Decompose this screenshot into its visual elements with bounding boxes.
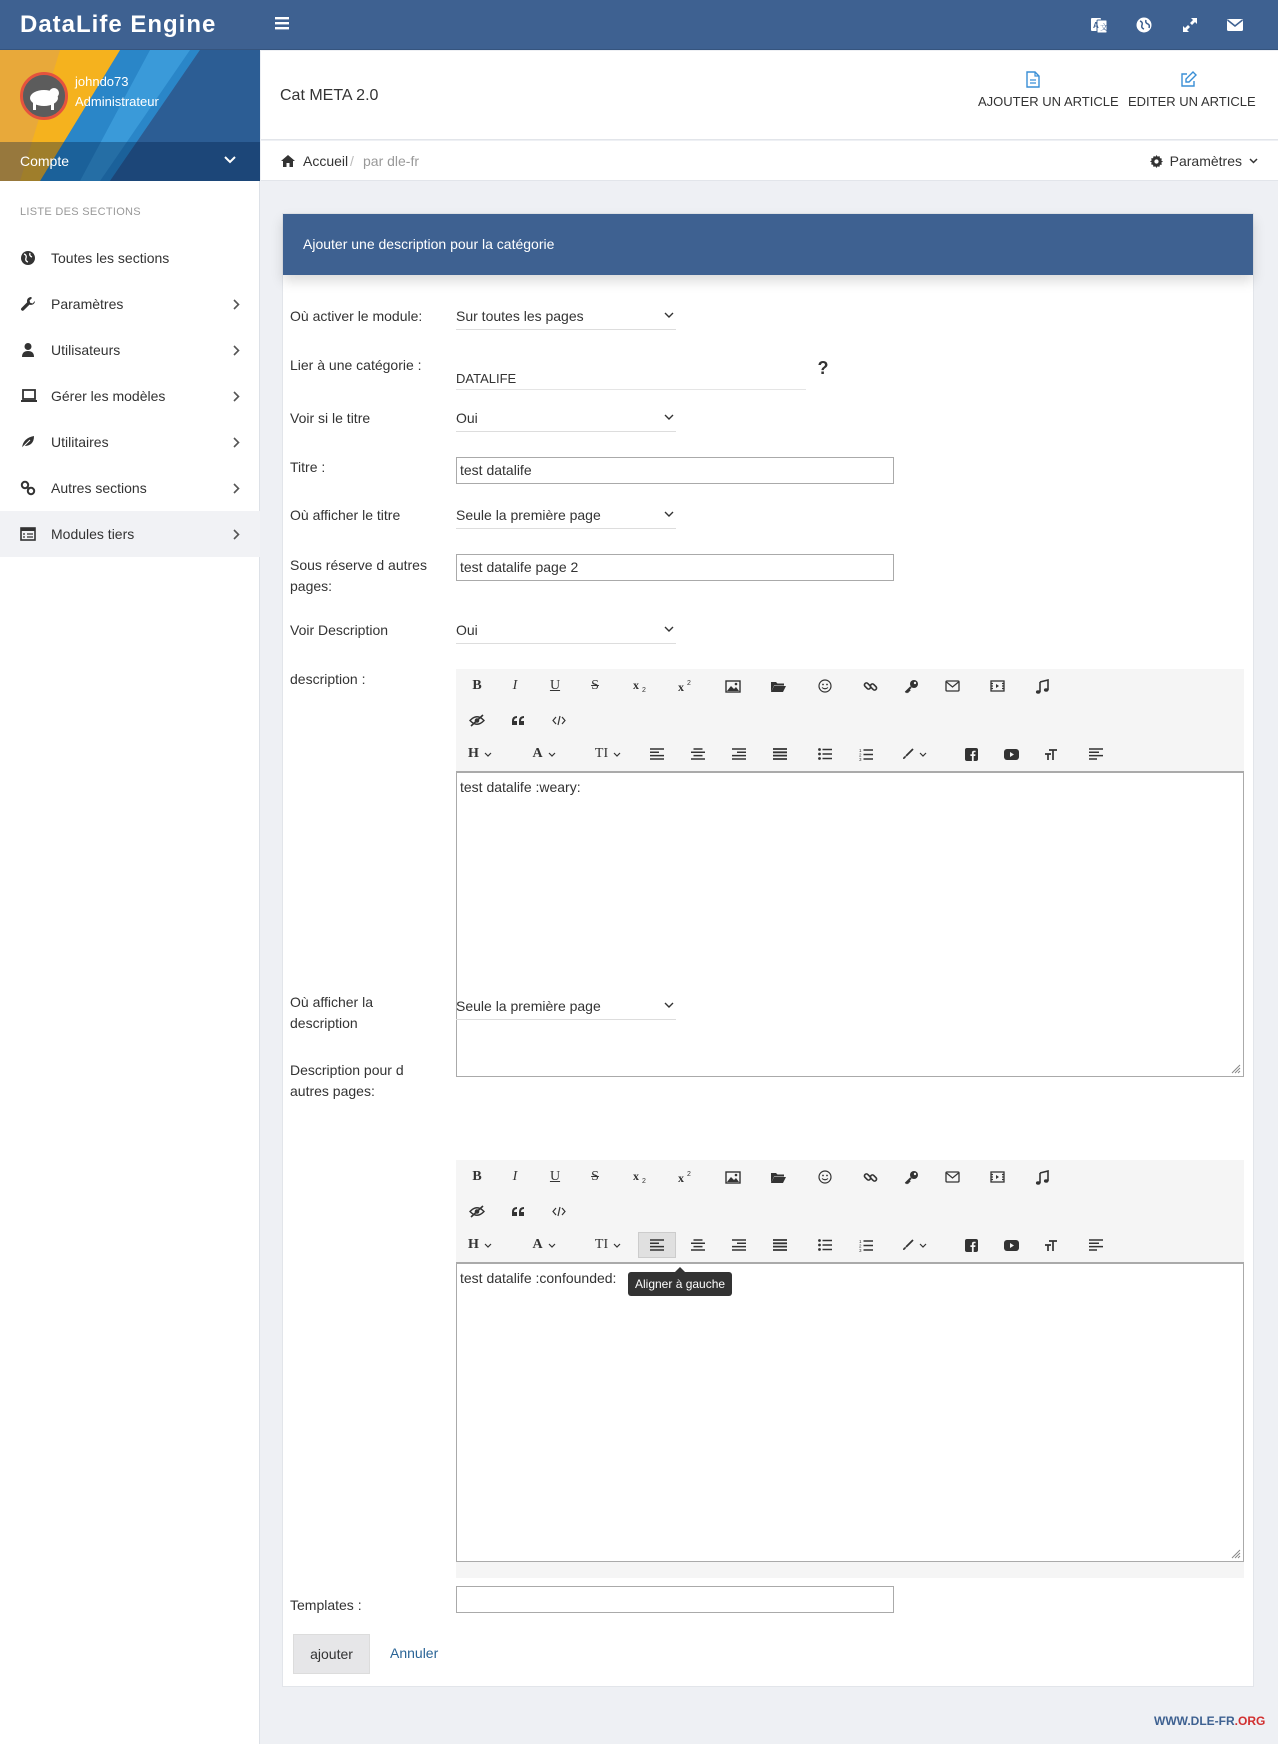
font-label: A — [532, 1237, 543, 1252]
description-label: description : — [290, 671, 366, 687]
sidebar-item-label: Toutes les sections — [51, 250, 170, 266]
user-icon — [20, 342, 36, 358]
align-center-icon[interactable] — [679, 1232, 717, 1258]
breadcrumb-current: par dle-fr — [363, 153, 420, 169]
edit-article-label: EDITER UN ARTICLE — [1128, 94, 1256, 109]
templates-input[interactable] — [456, 1586, 894, 1613]
show-description-select[interactable] — [456, 616, 676, 644]
sidebar-item-templates[interactable] — [0, 373, 260, 419]
sidebar-item-settings[interactable] — [0, 281, 260, 327]
brush-icon — [902, 1239, 914, 1251]
chevron-down-icon — [664, 626, 674, 632]
activate-module-select[interactable] — [456, 302, 676, 330]
hide-icon[interactable] — [458, 707, 496, 733]
description-where-select[interactable] — [456, 992, 676, 1020]
svg-text:x: x — [633, 1170, 639, 1183]
title-label: Titre : — [290, 459, 326, 475]
resize-handle-icon[interactable] — [1230, 1063, 1241, 1074]
sidebar-item-label: Modules tiers — [51, 526, 135, 542]
breadcrumb — [261, 141, 1278, 181]
sidebar — [0, 50, 260, 1744]
color-dropdown[interactable] — [892, 1232, 936, 1258]
font-label: A — [532, 746, 543, 761]
gear-icon — [1150, 155, 1163, 168]
sidebar-item-label: Paramètres — [51, 296, 124, 312]
chevron-down-icon — [664, 312, 674, 318]
panel-header — [283, 214, 1253, 275]
fullscreen-icon[interactable] — [1181, 16, 1199, 34]
facebook-icon[interactable] — [952, 1232, 990, 1258]
svg-text:x: x — [678, 680, 684, 693]
chevron-down-icon — [664, 511, 674, 517]
breadcrumb-home-label: Accueil — [303, 153, 349, 169]
sidebar-item-users[interactable] — [0, 327, 260, 373]
templates-label: Templates : — [290, 1597, 362, 1613]
subscript-icon[interactable] — [622, 673, 660, 699]
heading-label: H — [468, 1237, 479, 1252]
select-value: Seule la première page — [456, 507, 601, 523]
sidebar-item-label: Utilisateurs — [51, 342, 121, 358]
settings-dropdown[interactable] — [1150, 153, 1258, 169]
other-pages-title-input[interactable]: test datalife page 2 — [456, 554, 894, 581]
chevron-right-icon — [233, 483, 240, 494]
select-value: Oui — [456, 622, 478, 638]
sidebar-item-other-sections[interactable] — [0, 465, 260, 511]
select-value: Sur toutes les pages — [456, 308, 584, 324]
title-where-label: Où afficher le titre — [290, 507, 401, 523]
list-icon — [20, 526, 36, 542]
numbered-list-icon[interactable] — [847, 1232, 885, 1258]
description-other-pages-editor — [456, 1160, 1244, 1578]
other-pages-title-label: Sous réserve d autres pages: — [290, 557, 427, 594]
align-justify-icon[interactable] — [761, 1232, 799, 1258]
category-select[interactable] — [456, 360, 806, 390]
edit-icon — [1128, 71, 1248, 88]
globe-icon[interactable] — [1135, 16, 1153, 34]
svg-text:2: 2 — [859, 752, 862, 757]
chevron-right-icon — [233, 529, 240, 540]
panel-title: Ajouter une description pour la catégorie — [303, 236, 555, 252]
svg-text:2: 2 — [642, 687, 646, 693]
svg-text:x: x — [678, 1171, 684, 1184]
svg-text:2: 2 — [859, 1243, 862, 1248]
svg-text:2: 2 — [687, 1171, 691, 1178]
sidebar-item-label: Autres sections — [51, 480, 147, 496]
editor-toolbar-row — [456, 1228, 1244, 1262]
description-text: test datalife :weary: — [460, 779, 581, 795]
user-profile — [0, 50, 260, 181]
chevron-right-icon — [233, 299, 240, 310]
edit-article-button[interactable] — [1128, 71, 1256, 109]
italic-button[interactable]: I — [512, 1169, 518, 1184]
font-size-dropdown[interactable] — [586, 741, 630, 767]
numbered-list-icon[interactable] — [847, 741, 885, 767]
smiley-icon[interactable] — [806, 1164, 844, 1190]
leaf-icon — [20, 434, 36, 450]
music-icon[interactable] — [1023, 673, 1061, 699]
svg-text:2: 2 — [642, 1178, 646, 1184]
text-size-icon[interactable] — [1032, 1232, 1070, 1258]
folder-icon[interactable] — [759, 673, 797, 699]
globe-icon — [20, 250, 36, 266]
home-icon — [281, 155, 295, 167]
account-dropdown[interactable] — [0, 142, 260, 181]
cancel-link[interactable]: Annuler — [390, 1645, 439, 1661]
svg-text:2: 2 — [687, 680, 691, 687]
bullet-list-icon[interactable] — [806, 741, 844, 767]
chevron-down-icon — [664, 414, 674, 420]
sidebar-item-label: Gérer les modèles — [51, 388, 166, 404]
wrench-icon — [20, 296, 36, 312]
align-justify-icon[interactable] — [761, 741, 799, 767]
submit-button[interactable]: ajouter — [293, 1634, 370, 1674]
heading-label: H — [468, 746, 479, 761]
editor-toolbar-row — [456, 703, 1244, 737]
key-icon[interactable] — [892, 673, 930, 699]
editor-toolbar-row — [456, 1160, 1244, 1194]
user-name: johndo73 — [75, 74, 129, 89]
activate-module-label: Où activer le module: — [290, 308, 423, 324]
brand-logo: DataLife Engine — [20, 11, 217, 38]
strikethrough-button[interactable]: S — [591, 1169, 599, 1184]
font-size-label: TI — [594, 746, 609, 761]
smiley-icon[interactable] — [806, 673, 844, 699]
superscript-icon[interactable] — [667, 673, 705, 699]
youtube-icon[interactable] — [992, 1232, 1030, 1258]
clear-format-icon[interactable] — [1077, 741, 1115, 767]
link-icon[interactable] — [851, 673, 889, 699]
facebook-icon[interactable] — [952, 741, 990, 767]
align-center-icon[interactable] — [679, 741, 717, 767]
chevron-down-icon — [1249, 158, 1258, 164]
align-left-icon[interactable] — [638, 1232, 676, 1258]
strikethrough-button[interactable]: S — [591, 678, 599, 693]
music-icon[interactable] — [1023, 1164, 1061, 1190]
laptop-icon — [20, 388, 38, 404]
heading-dropdown[interactable] — [458, 741, 502, 767]
image-icon[interactable] — [714, 673, 752, 699]
font-size-dropdown[interactable] — [586, 1232, 630, 1258]
add-article-label: AJOUTER UN ARTICLE — [978, 94, 1119, 109]
sidebar-item-all-sections[interactable] — [0, 235, 260, 281]
svg-text:x: x — [633, 679, 639, 692]
envelope-icon[interactable] — [1226, 16, 1244, 34]
hamburger-menu-icon[interactable] — [274, 15, 290, 31]
description-other-pages-label: Description pour d autres pages: — [290, 1062, 404, 1099]
hide-icon[interactable] — [458, 1198, 496, 1224]
sidebar-item-utilities[interactable] — [0, 419, 260, 465]
underline-button[interactable]: U — [549, 678, 561, 693]
description-other-pages-textarea[interactable] — [456, 1262, 1244, 1562]
subscript-icon[interactable] — [622, 1164, 660, 1190]
font-dropdown[interactable] — [522, 1232, 566, 1258]
avatar[interactable] — [20, 72, 68, 120]
quote-icon[interactable] — [499, 707, 537, 733]
image-icon[interactable] — [714, 1164, 752, 1190]
link-icon[interactable] — [851, 1164, 889, 1190]
code-icon[interactable] — [540, 1198, 578, 1224]
description-textarea[interactable] — [456, 771, 1244, 1077]
description-where-label: Où afficher la description — [290, 994, 374, 1031]
bold-button[interactable]: B — [472, 1169, 482, 1184]
key-icon[interactable] — [892, 1164, 930, 1190]
title-where-select[interactable] — [456, 501, 676, 529]
select-value: Seule la première page — [456, 998, 601, 1014]
bullet-list-icon[interactable] — [806, 1232, 844, 1258]
watermark-tld: .ORG — [1234, 1714, 1266, 1728]
page-title: Cat META 2.0 — [280, 87, 379, 104]
chevron-right-icon — [233, 437, 240, 448]
show-title-select[interactable] — [456, 404, 676, 432]
align-right-icon[interactable] — [720, 1232, 758, 1258]
italic-button[interactable]: I — [512, 678, 518, 693]
breadcrumb-separator: / — [350, 153, 354, 169]
link-icon — [20, 480, 36, 496]
youtube-icon[interactable] — [992, 741, 1030, 767]
video-icon[interactable] — [978, 673, 1016, 699]
resize-handle-icon[interactable] — [1230, 1548, 1241, 1559]
text-size-icon[interactable] — [1032, 741, 1070, 767]
file-icon — [978, 71, 1088, 88]
show-title-label: Voir si le titre — [290, 410, 371, 426]
svg-text:3: 3 — [859, 1247, 862, 1252]
sections-heading: LISTE DES SECTIONS — [20, 206, 141, 218]
font-size-label: TI — [594, 1237, 609, 1252]
superscript-icon[interactable] — [667, 1164, 705, 1190]
page-header — [261, 51, 1278, 140]
category-value: DATALIFE — [456, 371, 517, 386]
heading-dropdown[interactable] — [458, 1232, 502, 1258]
category-label: Lier à une catégorie : — [290, 357, 422, 373]
editor-toolbar-row — [456, 737, 1244, 771]
add-article-button[interactable] — [978, 71, 1119, 109]
chevron-down-icon — [224, 156, 236, 164]
breadcrumb-home[interactable] — [281, 153, 348, 169]
watermark-site: WWW.DLE-FR — [1154, 1714, 1235, 1728]
quote-icon[interactable] — [499, 1198, 537, 1224]
sidebar-item-label: Utilitaires — [51, 434, 109, 450]
align-right-icon[interactable] — [720, 741, 758, 767]
align-left-tooltip: Aligner à gauche — [628, 1272, 732, 1296]
show-description-label: Voir Description — [290, 622, 389, 638]
align-left-icon[interactable] — [638, 741, 676, 767]
video-icon[interactable] — [978, 1164, 1016, 1190]
chevron-down-icon — [664, 1002, 674, 1008]
top-bar — [0, 0, 1278, 50]
select-value: Oui — [456, 410, 478, 426]
envelope-icon[interactable] — [933, 1164, 971, 1190]
user-role: Administrateur — [75, 94, 159, 109]
form-panel — [282, 213, 1254, 1687]
account-label: Compte — [20, 153, 70, 169]
underline-button[interactable]: U — [549, 1169, 561, 1184]
svg-text:文: 文 — [1100, 23, 1108, 32]
editor-toolbar-row — [456, 669, 1244, 703]
envelope-icon[interactable] — [933, 673, 971, 699]
font-dropdown[interactable] — [522, 741, 566, 767]
chevron-right-icon — [233, 391, 240, 402]
editor-toolbar-row — [456, 1194, 1244, 1228]
site-watermark — [1154, 1714, 1265, 1728]
folder-icon[interactable] — [759, 1164, 797, 1190]
title-input[interactable]: test datalife — [456, 457, 894, 484]
svg-text:A: A — [1093, 21, 1099, 30]
language-icon[interactable] — [1090, 16, 1108, 34]
svg-text:1: 1 — [859, 1238, 862, 1244]
sidebar-item-third-party-modules[interactable] — [0, 511, 260, 557]
help-icon[interactable]: ? — [817, 358, 829, 378]
svg-text:1: 1 — [859, 747, 862, 753]
clear-format-icon[interactable] — [1077, 1232, 1115, 1258]
description-other-pages-text: test datalife :confounded: — [460, 1270, 617, 1286]
svg-text:3: 3 — [859, 756, 862, 761]
brush-icon — [902, 748, 914, 760]
settings-label: Paramètres — [1169, 153, 1242, 169]
code-icon[interactable] — [540, 707, 578, 733]
chevron-right-icon — [233, 345, 240, 356]
bold-button[interactable]: B — [472, 678, 482, 693]
color-dropdown[interactable] — [892, 741, 936, 767]
